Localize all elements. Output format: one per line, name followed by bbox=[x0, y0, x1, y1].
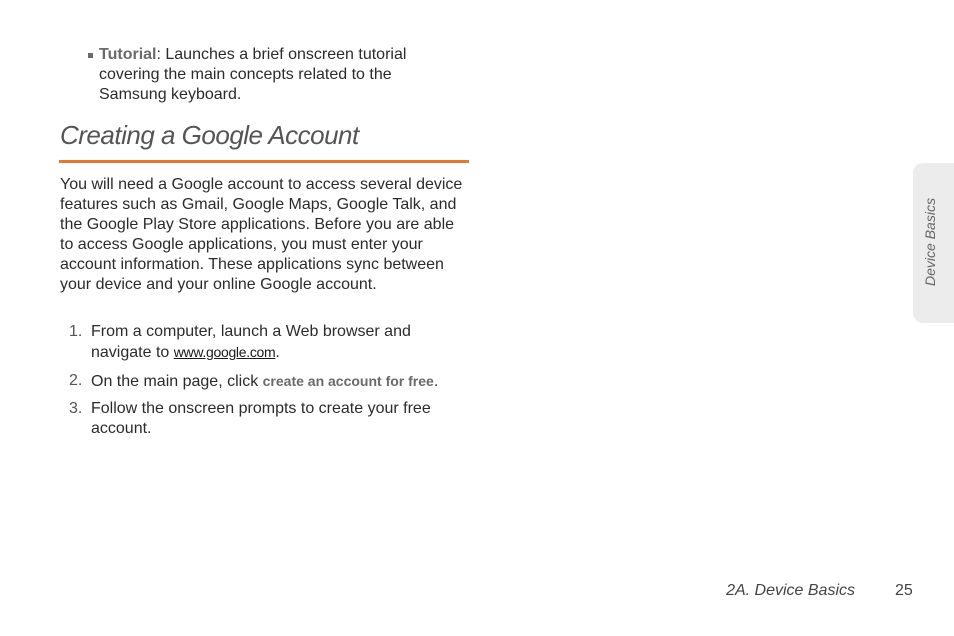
side-tab-label: Device Basics bbox=[922, 198, 938, 286]
tutorial-bullet bbox=[88, 45, 448, 105]
step-number: 3. bbox=[69, 400, 83, 417]
section-title: Creating a Google Account bbox=[60, 120, 359, 150]
square-bullet-icon bbox=[88, 53, 93, 58]
steps-list bbox=[60, 322, 470, 439]
step-text-end: . bbox=[275, 344, 280, 361]
bullet-term: Tutorial bbox=[99, 46, 157, 63]
bullet-text bbox=[99, 45, 448, 105]
step-number: 1. bbox=[69, 323, 83, 340]
step-text-end: . bbox=[433, 373, 439, 390]
title-underline bbox=[59, 160, 469, 163]
step-text: On the main page, click bbox=[91, 373, 263, 390]
step-number: 2. bbox=[69, 372, 83, 389]
step-text: Follow the onscreen prompts to create your free account. bbox=[91, 400, 431, 437]
footer-page-number: 25 bbox=[895, 582, 913, 599]
bullet-description: : Launches a brief onscreen tutorial covering the main concepts related to the Samsung keyboard. bbox=[99, 46, 407, 103]
step-item bbox=[60, 399, 470, 439]
footer-section-name: 2A. Device Basics bbox=[726, 582, 855, 599]
step-text: From a computer, launch a Web browser and navigate to bbox=[91, 323, 411, 361]
create-account-command: create an account for free bbox=[262, 373, 434, 389]
step-item bbox=[60, 371, 470, 391]
intro-paragraph: You will need a Google account to access several device features such as Gmail, Google Maps, Google Talk, and the Google Play Store applications. Before you are able to access Google applications, you must enter your account information. These applications sync between your device and your online Google account. bbox=[60, 176, 463, 293]
google-link[interactable]: www.google.com bbox=[173, 344, 276, 360]
step-item bbox=[60, 322, 470, 362]
